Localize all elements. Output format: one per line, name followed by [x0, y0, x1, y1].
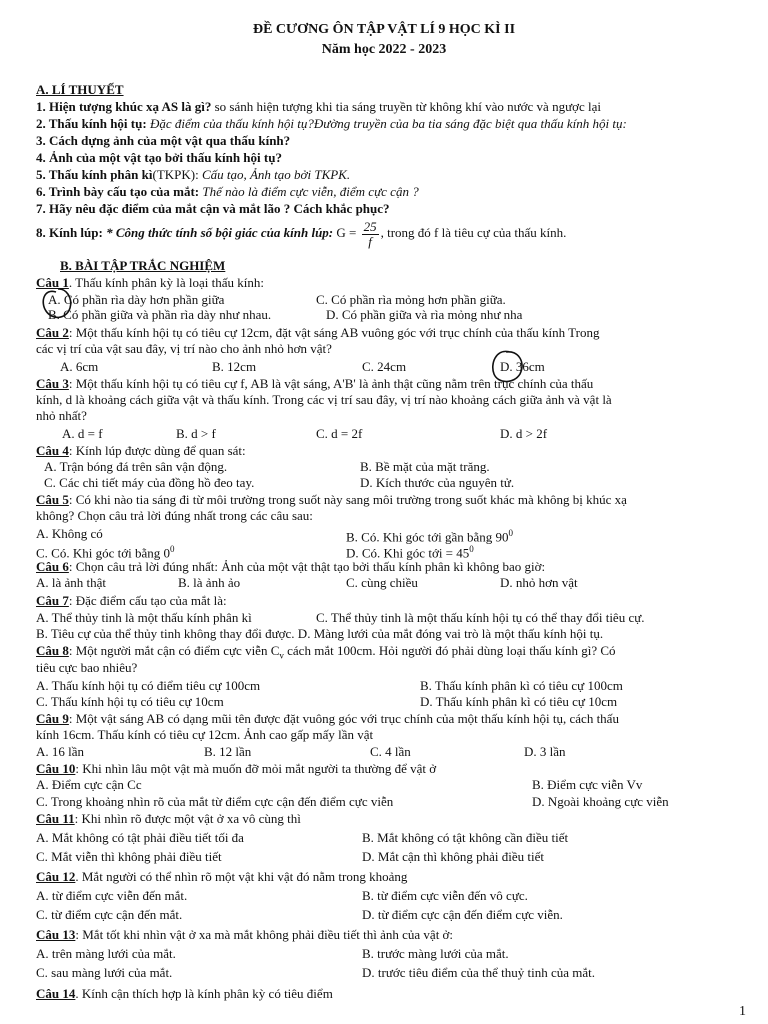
question-8: Câu 8: Một người mắt cận có điểm cực viễn $C_v$ cách mắt 100cm. Hỏi người đó phải dùng loại thấu kính gì? Có [36, 643, 616, 661]
exercises-heading: B. BÀI TẬP TRẮC NGHIỆM [60, 258, 226, 273]
answer-6b: B. là ảnh ảo [178, 575, 241, 590]
answer-2d: D. 36cm [500, 359, 545, 374]
question-13: Câu 13: Mắt tốt khi nhìn vật ở xa mà mắt không phải điều tiết thì ảnh của vật ở: [36, 927, 454, 942]
answer-4d: D. Kích thước của nguyên tử. [360, 475, 515, 490]
magnification-formula: $\frac{25}{f}$ [363, 218, 377, 249]
answer-4b: B. Bề mặt của mặt trăng. [360, 459, 490, 474]
answer-3c: C. d = 2f [316, 426, 363, 441]
answer-13c: C. sau màng lưới của mắt. [36, 965, 173, 980]
answer-6d: D. nhỏ hơn vật [500, 575, 578, 590]
theory-item-6: 6. Trình bày cấu tạo của mắt: Thế nào là điểm cực viễn, điểm cực cận ? [36, 184, 419, 199]
answer-3d: D. d > 2f [500, 426, 548, 441]
answer-9c: C. 4 lần [370, 744, 411, 759]
question-2: Câu 2: Một thấu kính hội tụ có tiêu cự 12cm, đặt vật sáng AB vuông góc với trục chính của thấu kính Trong [36, 325, 600, 340]
theory-item-7: 7. Hãy nêu đặc điểm của mắt cận và mắt lão ? Cách khắc phục? [36, 201, 390, 216]
answer-3a: A. d = f [62, 426, 103, 441]
answer-10d: D. Ngoài khoảng cực viễn [532, 794, 669, 809]
page-number: 1 [739, 1004, 746, 1019]
question-4: Câu 4: Kính lúp được dùng để quan sát: [36, 443, 246, 458]
theory-item-5: 5. Thấu kính phân kì(TKPK): Cấu tạo, Ảnh tạo bởi TKPK. [36, 167, 351, 182]
question-9: Câu 9: Một vật sáng AB có dạng mũi tên được đặt vuông góc với trục chính của một thấu kính hội tụ, cách thấu [36, 711, 619, 726]
answer-2a: A. 6cm [60, 359, 99, 374]
document-title: ĐỀ CƯƠNG ÔN TẬP VẬT LÍ 9 HỌC KÌ II [252, 22, 516, 37]
question-1: Câu 1. Thấu kính phân kỳ là loại thấu kính: [36, 275, 264, 290]
theory-item-8: 8. Kính lúp: * Công thức tính số bội giác của kính lúp: G = $\frac{25}{f}$ , trong đó f là tiêu cự của thấu kính. [36, 218, 567, 249]
answer-12a: A. từ điểm cực viễn đến mắt. [36, 888, 188, 903]
answer-4c: C. Các chi tiết máy của đồng hồ đeo tay. [44, 475, 255, 490]
answer-10a: A. Điểm cực cận Cc [36, 777, 142, 792]
answer-8a: A. Thấu kính hội tụ có điểm tiêu cự 100cm [36, 678, 261, 693]
answer-8c: C. Thấu kính hội tụ có tiêu cự 10cm [36, 694, 224, 709]
answer-10b: B. Điểm cực viễn Vv [532, 777, 643, 792]
answer-1b: B. Có phần giữa và phần rìa dày như nhau. [48, 307, 272, 322]
answer-7c: C. Thể thủy tinh là một thấu kính hội tụ có thể thay đổi tiêu cự. [316, 610, 645, 625]
answer-8b: B. Thấu kính phân kì có tiêu cự 100cm [420, 678, 623, 693]
question-3: Câu 3: Một thấu kính hội tụ có tiêu cự f, AB là vật sáng, A'B' là ảnh thật cũng nằm trên trục chính của thấu [36, 376, 594, 391]
theory-item-3: 3. Cách dựng ảnh của một vật qua thấu kính? [36, 133, 291, 148]
question-14: Câu 14. Kính cận thích hợp là kính phân kỳ có tiêu điểm [36, 986, 333, 1001]
question-9-line-2: kính 16cm. Thấu kính có tiêu cự 12cm. Ảnh cao gấp mấy lần vật [36, 727, 374, 742]
answer-11b: B. Mắt không có tật không cần điều tiết [362, 830, 569, 845]
theory-heading: A. LÍ THUYẾT [36, 82, 124, 97]
answer-2c: C. 24cm [362, 359, 407, 374]
question-3-line-3: nhỏ nhất? [36, 408, 87, 423]
answer-5b: B. Có. Khi góc tới gần bằng $90^0$ [346, 528, 513, 545]
answer-11a: A. Mắt không có tật phải điều tiết tối đa [36, 830, 244, 845]
answer-9b: B. 12 lần [204, 744, 252, 759]
answer-12b: B. từ điểm cực viễn đến vô cực. [362, 888, 528, 903]
theory-item-1: 1. Hiện tượng khúc xạ AS là gì? so sánh hiện tượng khi tia sáng truyền từ không khí vào nước và ngược lại [36, 99, 602, 114]
answer-9d: D. 3 lần [524, 744, 566, 759]
answer-1d: D. Có phần giữa và rìa mỏng như nha [326, 307, 523, 322]
question-6: Câu 6: Chọn câu trả lời đúng nhất: Ảnh của một vật thật tạo bởi thấu kính phân kì không bao giờ: [36, 559, 546, 574]
answer-7a: A. Thể thủy tinh là một thấu kính phân kì [36, 610, 252, 625]
answer-6c: C. cùng chiều [346, 575, 418, 590]
question-12: Câu 12. Mắt người có thể nhìn rõ một vật khi vật đó nằm trong khoảng [36, 869, 408, 884]
question-5: Câu 5: Có khi nào tia sáng đi từ môi trường trong suốt này sang môi trường trong suốt khác mà không bị khúc xạ [36, 492, 627, 507]
theory-item-2: 2. Thấu kính hội tụ: Đặc điểm của thấu kính hội tụ?Đường truyền của ba tia sáng đặc biệt qua thấu kính hội tụ: [36, 116, 627, 131]
answer-7bd: B. Tiêu cự của thể thủy tinh không thay đổi được. D. Màng lưới của mắt đóng vai trò là một thấu kính hội tụ. [36, 626, 604, 641]
question-7: Câu 7: Đặc điểm cấu tạo của mắt là: [36, 593, 227, 608]
answer-5a: A. Không có [36, 526, 103, 541]
answer-3b: B. d > f [176, 426, 216, 441]
question-5-line-2: không? Chọn câu trả lời đúng nhất trong các câu sau: [36, 508, 313, 523]
answer-12c: C. từ điểm cực cận đến mắt. [36, 907, 183, 922]
answer-2b: B. 12cm [212, 359, 257, 374]
answer-13a: A. trên màng lưới của mắt. [36, 946, 176, 961]
answer-5c: C. Có. Khi góc tới bằng $0^0$ [36, 544, 175, 561]
question-11: Câu 11: Khi nhìn rõ được một vật ở xa vô cùng thì [36, 811, 301, 826]
answer-12d: D. từ điểm cực cận đến điểm cực viễn. [362, 907, 563, 922]
answer-11d: D. Mắt cận thì không phải điều tiết [362, 849, 544, 864]
school-year: Năm học 2022 - 2023 [321, 42, 447, 57]
question-10: Câu 10: Khi nhìn lâu một vật mà muốn đỡ mỏi mắt người ta thường để vật ở [36, 761, 437, 776]
answer-13d: D. trước tiêu điểm của thể thuỷ tinh của mắt. [362, 965, 596, 980]
answer-8d: D. Thấu kính phân kì có tiêu cự 10cm [420, 694, 618, 709]
question-2-line-2: các vị trí của vật sau đây, vị trí nào cho ảnh nhỏ hơn vật? [36, 341, 332, 356]
question-8-line-2: tiêu cực bao nhiêu? [36, 660, 138, 675]
theory-item-4: 4. Ảnh của một vật tạo bởi thấu kính hội tụ? [36, 150, 282, 165]
answer-11c: C. Mắt viễn thì không phải điều tiết [36, 849, 222, 864]
answer-1c: C. Có phần rìa mỏng hơn phần giữa. [316, 292, 506, 307]
answer-1a: A. Có phần rìa dày hơn phần giữa [48, 292, 225, 307]
answer-4a: A. Trận bóng đá trên sân vận động. [44, 459, 228, 474]
answer-5d: D. Có. Khi góc tới = $45^0$ [346, 544, 474, 561]
answer-6a: A. là ảnh thật [36, 575, 107, 590]
question-3-line-2: kính, d là khoảng cách giữa vật và thấu kính. Trong các vị trí sau đây, vị trí nào khoảng cách giữa ảnh và vật là [36, 392, 612, 407]
answer-13b: B. trước màng lưới của mắt. [362, 946, 509, 961]
answer-10c: C. Trong khoảng nhìn rõ của mắt từ điểm cực cận đến điểm cực viễn [36, 794, 394, 809]
answer-9a: A. 16 lần [36, 744, 85, 759]
